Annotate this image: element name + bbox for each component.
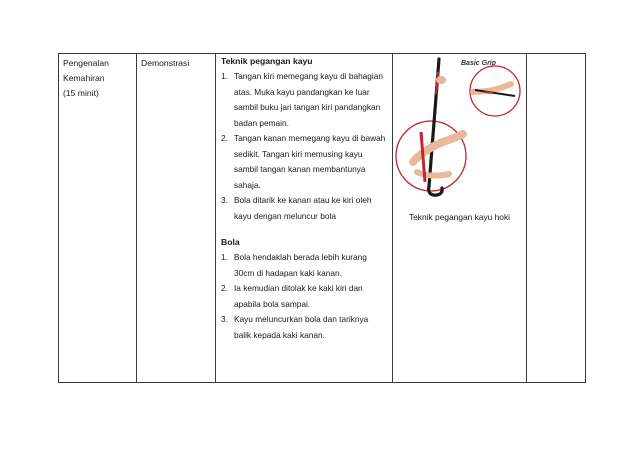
list-item: 3. Kayu meluncurkan bola dan tariknya balik kepada kaki kanan. xyxy=(221,314,369,340)
image-title: Basic Grip xyxy=(461,60,497,67)
notes-cell xyxy=(527,54,586,383)
section-title-grip: Teknik pegangan kayu xyxy=(221,56,313,66)
list-item: 3. Bola ditarik ke kanan atau ke kiri oleh kayu dengan meluncur bola xyxy=(221,195,372,221)
method-text: Demonstrasi xyxy=(141,58,190,68)
stage-line: Kemahiran xyxy=(63,73,105,83)
method-cell xyxy=(137,54,216,383)
illustration-caption: Teknik pegangan kayu hoki xyxy=(408,212,511,222)
stage-line: Pengenalan xyxy=(63,58,109,68)
section-title-ball: Bola xyxy=(221,237,240,247)
list-item: 2. Ia kemudian ditolak ke kaki kiri dan apabila bola sampai. xyxy=(221,283,363,309)
lesson-plan-table xyxy=(58,53,586,383)
stage-line: (15 minit) xyxy=(63,88,99,98)
hockey-grip-image xyxy=(393,54,526,204)
basic-grip-illustration xyxy=(393,54,526,209)
list-item: 1. Bola hendaklah berada lebih kurang 30cm di hadapan kaki kanan. xyxy=(221,252,367,278)
stage-cell xyxy=(59,54,137,383)
illustration-cell xyxy=(393,54,527,383)
list-item: 2. Tangan kanan memegang kayu di bawah sedikit. Tangan kiri memusing kayu sambil tangan kanan membantunya sahaja. xyxy=(221,133,386,190)
ball-steps-list xyxy=(216,250,392,343)
table-row xyxy=(59,54,586,383)
list-item: 1. Tangan kiri memegang kayu di bahagian atas. Muka kayu pandangkan ke luar sambil buku jari tangan kiri pandangkan badan pemain. xyxy=(221,71,383,128)
content-cell xyxy=(216,54,393,383)
left-hand-icon xyxy=(436,76,446,84)
grip-steps-list xyxy=(216,69,392,224)
